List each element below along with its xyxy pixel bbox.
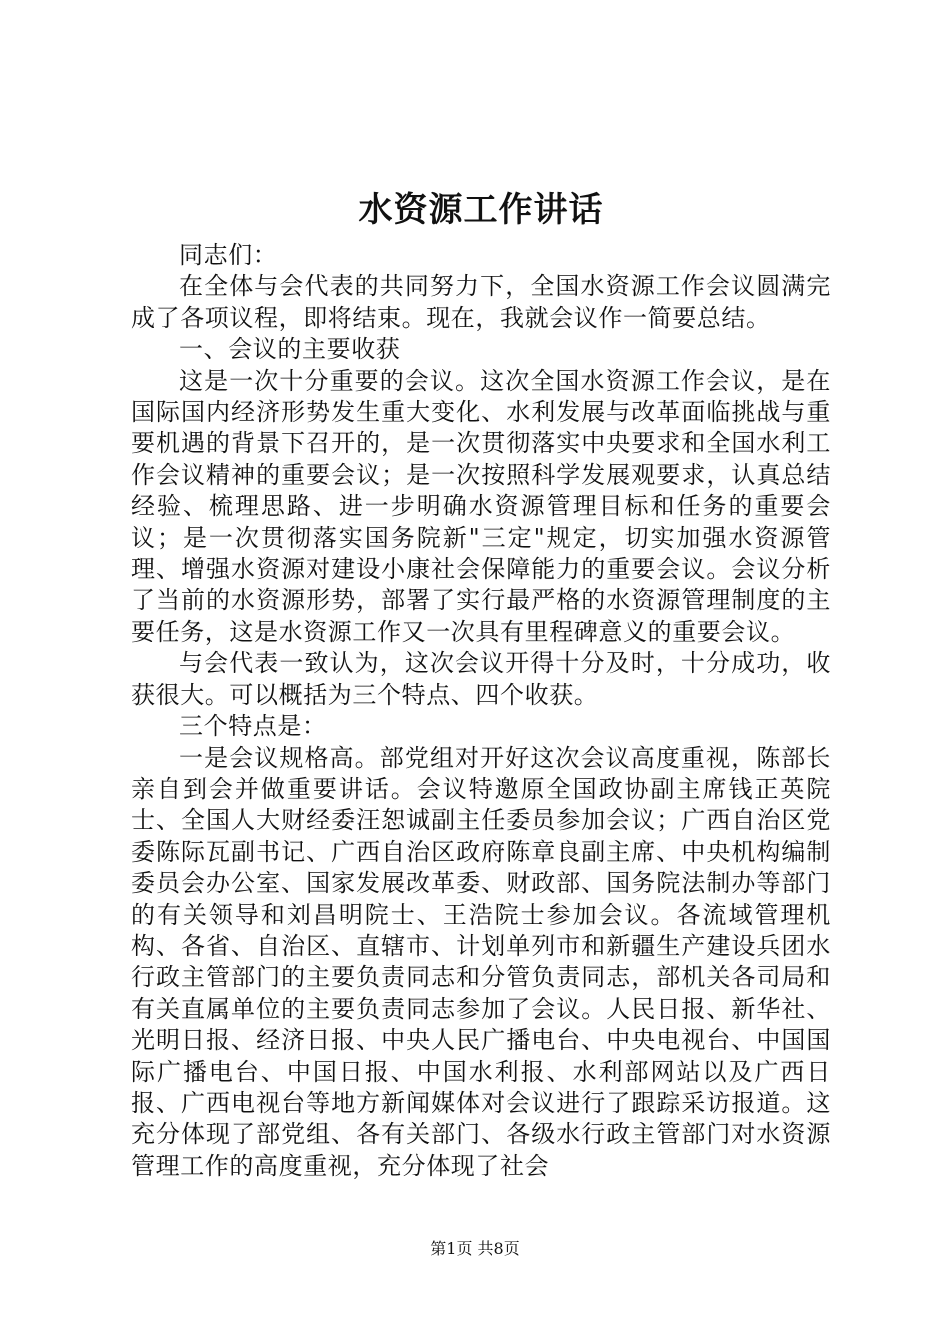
document-title: 水资源工作讲话 <box>358 190 604 230</box>
paragraph-importance: 这是一次十分重要的会议。这次全国水资源工作会议，是在国际国内经济形势发生重大变化、水利发展与改革面临挑战与重要机遇的背景下召开的，是一次贯彻落实中央要求和全国水利工作会议精神的重要会议；是一次按照科学发展观要求，认真总结经验、梳理思路、进一步明确水资源管理目标和任务的重要会议；是一次贯彻落实国务院新"三定"规定，切实加强水资源管理、增强水资源对建设小康社会保障能力的重要会议。会议分析了当前的水资源形势，部署了实行最严格的水资源管理制度的主要任务，这是水资源工作又一次具有里程碑意义的重要会议。 <box>131 366 831 646</box>
paragraph-features-heading: 三个特点是： <box>179 712 327 741</box>
document-body <box>131 240 831 1182</box>
paragraph-feature-one: 一是会议规格高。部党组对开好这次会议高度重视，陈部长亲自到会并做重要讲话。会议特邀原全国政协副主席钱正英院士、全国人大财经委汪恕诚副主任委员参加会议；广西自治区党委陈际瓦副书记、广西自治区政府陈章良副主席、中央机构编制委员会办公室、国家发展改革委、财政部、国务院法制办等部门的有关领导和刘昌明院士、王浩院士参加会议。各流域管理机构、各省、自治区、直辖市、计划单列市和新疆生产建设兵团水行政主管部门的主要负责同志和分管负责同志，部机关各司局和有关直属单位的主要负责同志参加了会议。人民日报、新华社、光明日报、经济日报、中央人民广播电台、中央电视台、中国国际广播电台、中国日报、中国水利报、水利部网站以及广西日报、广西电视台等地方新闻媒体对会议进行了跟踪采访报道。这充分体现了部党组、各有关部门、各级水行政主管部门对水资源管理工作的高度重视，充分体现了社会 <box>131 743 831 1180</box>
document-page <box>131 180 831 1182</box>
section-heading: 一、会议的主要收获 <box>179 335 401 364</box>
paragraph-salutation: 同志们： <box>179 241 278 269</box>
paragraph-intro: 在全体与会代表的共同努力下，全国水资源工作会议圆满完成了各项议程，即将结束。现在，我就会议作一简要总结。 <box>131 272 831 332</box>
page-footer: 第1页 共8页 <box>430 1239 520 1258</box>
paragraph-consensus: 与会代表一致认为，这次会议开得十分及时，十分成功，收获很大。可以概括为三个特点、四个收获。 <box>131 649 831 709</box>
